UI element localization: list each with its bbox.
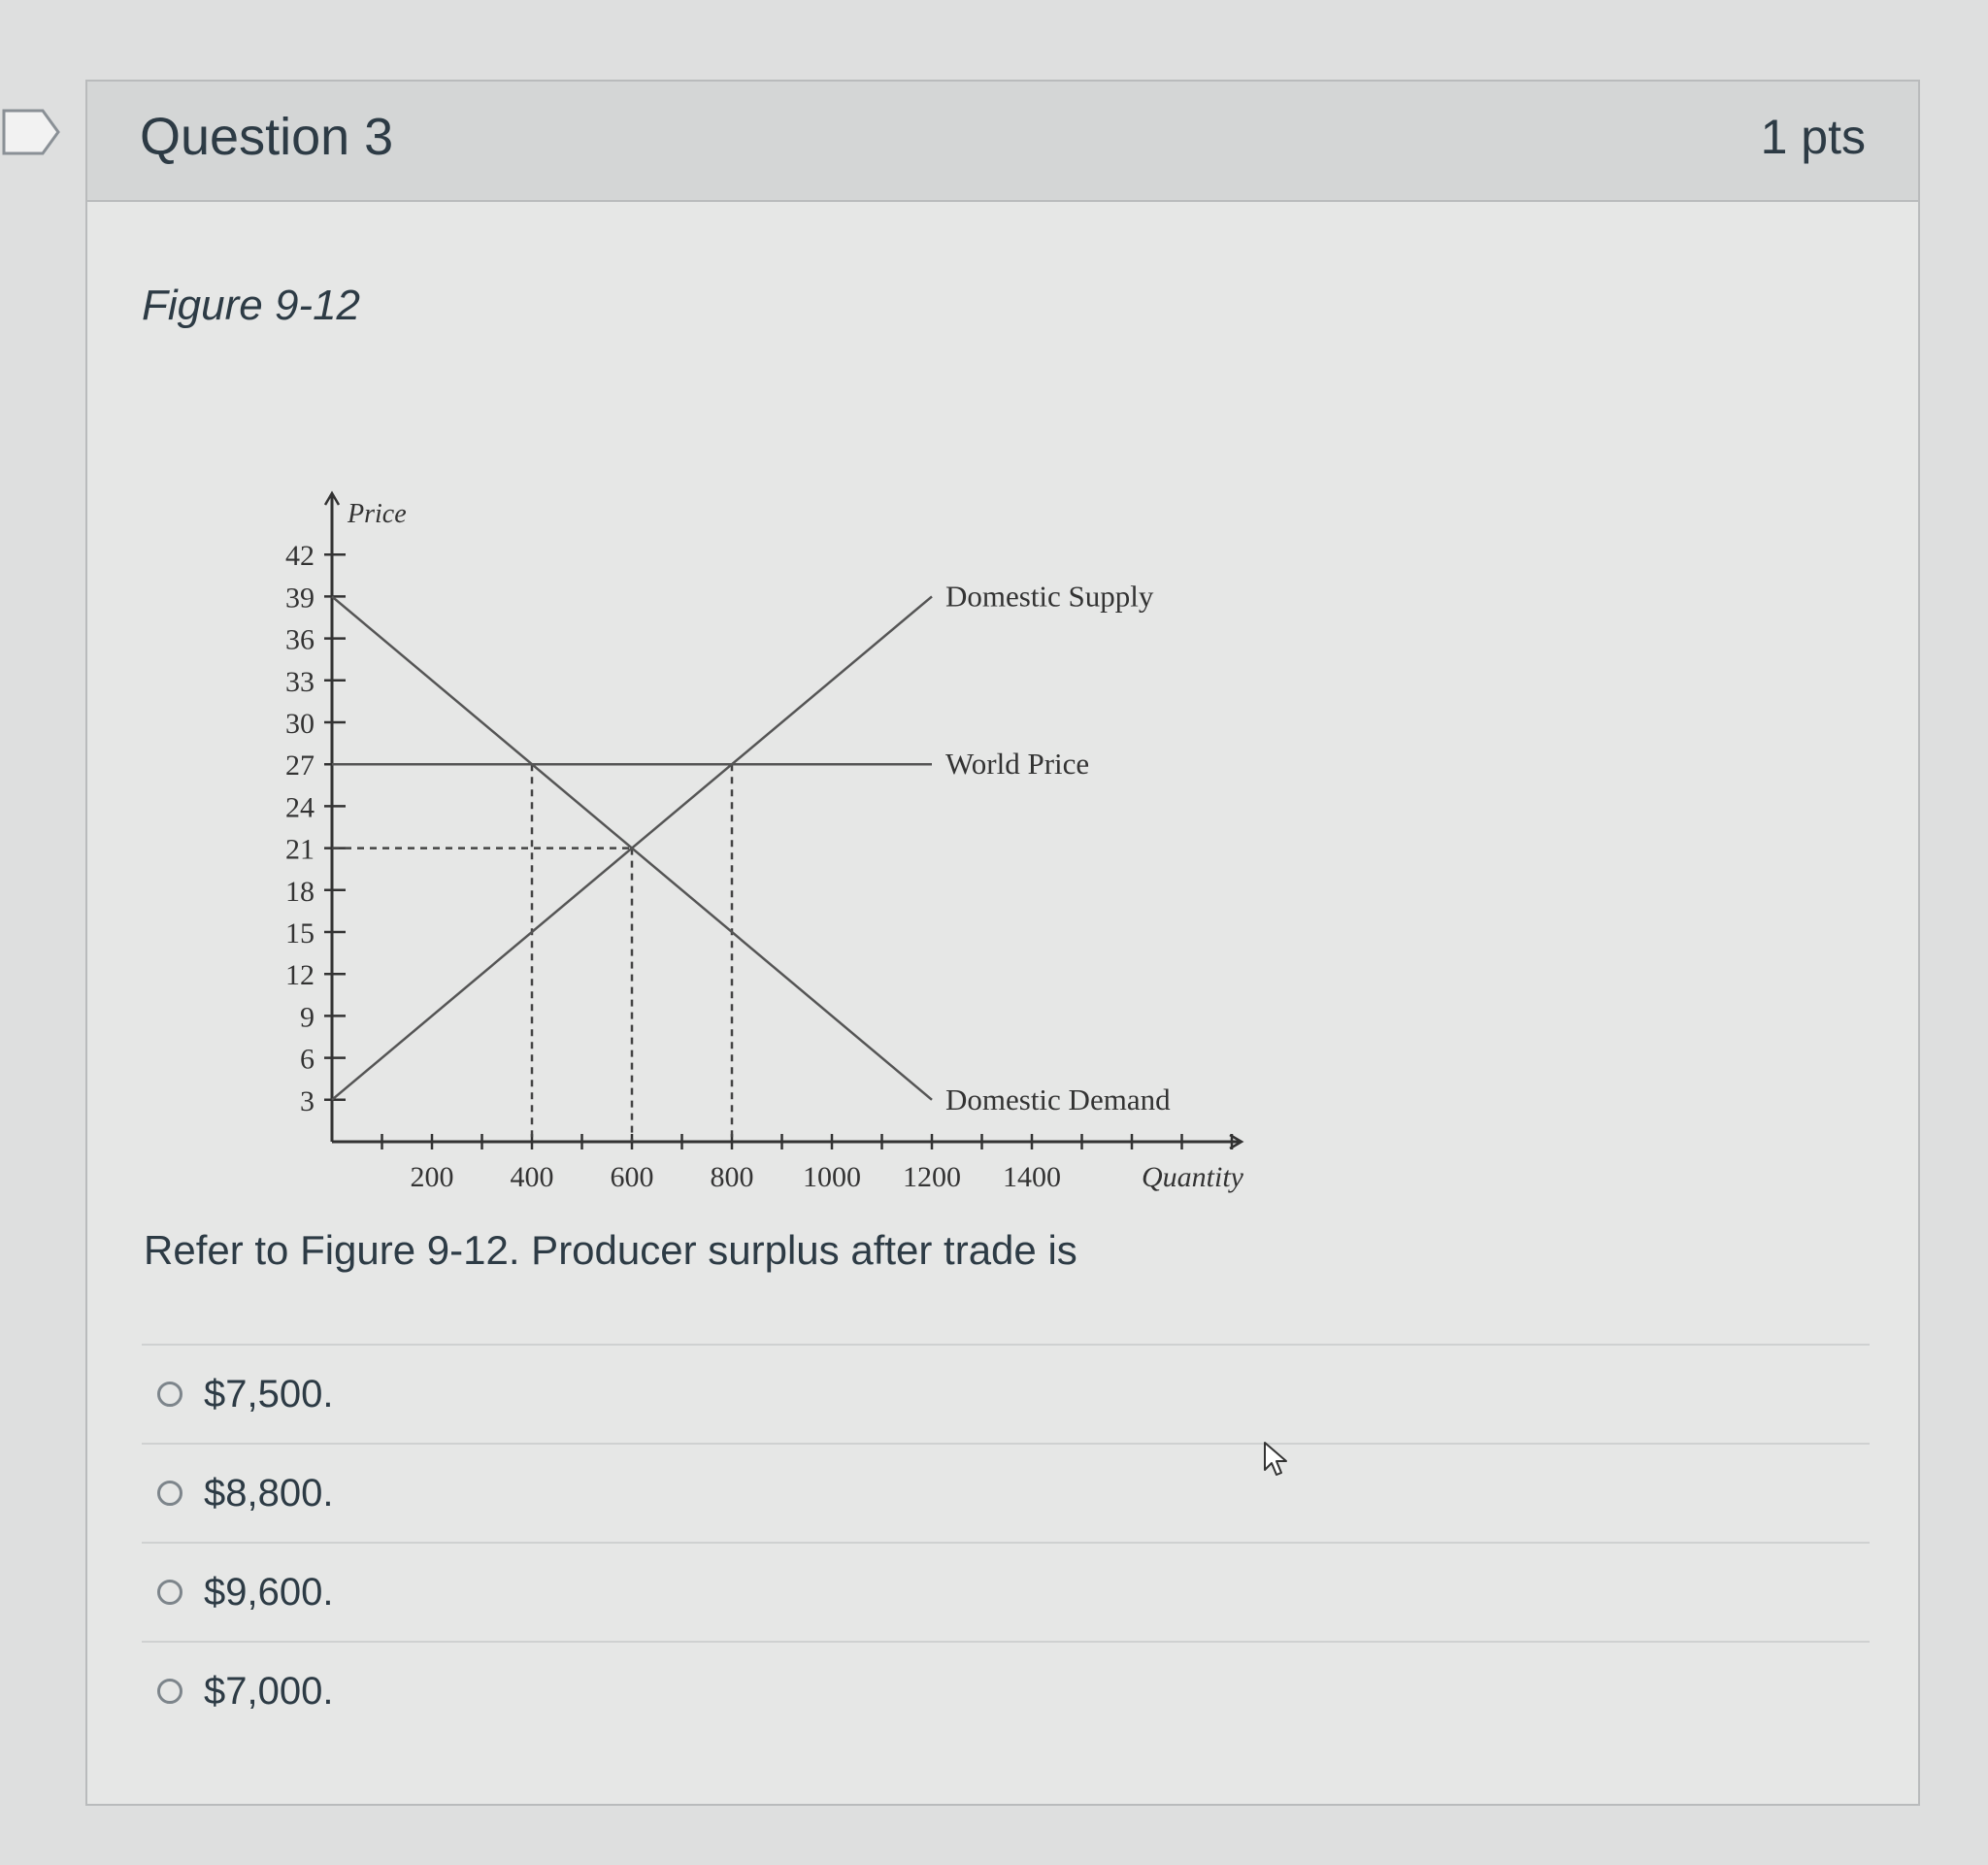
figure-label: Figure 9-12 xyxy=(142,282,361,329)
mouse-pointer-icon xyxy=(1262,1441,1291,1480)
answer-label: $8,800. xyxy=(204,1471,334,1515)
x-tick-label: 200 xyxy=(410,1161,454,1193)
question-header xyxy=(87,82,1918,202)
y-tick-label: 30 xyxy=(285,708,315,740)
y-tick-label: 27 xyxy=(285,749,315,783)
y-tick-label: 6 xyxy=(300,1043,315,1076)
answer-option[interactable] xyxy=(142,1542,1870,1641)
y-tick-label: 21 xyxy=(285,833,315,866)
x-tick-label: 800 xyxy=(710,1161,754,1193)
x-tick-label: 1000 xyxy=(803,1161,861,1193)
flag-icon[interactable] xyxy=(0,107,62,157)
y-tick-label: 33 xyxy=(285,665,315,698)
radio-button[interactable] xyxy=(157,1481,182,1506)
y-tick-label: 18 xyxy=(285,875,315,908)
supply-demand-chart xyxy=(184,402,1310,1256)
question-points: 1 pts xyxy=(1760,110,1866,164)
answer-option[interactable] xyxy=(142,1344,1870,1443)
radio-button[interactable] xyxy=(157,1679,182,1704)
y-tick-label: 12 xyxy=(285,959,315,992)
answer-option[interactable] xyxy=(142,1641,1870,1740)
radio-button[interactable] xyxy=(157,1580,182,1605)
question-title: Question 3 xyxy=(140,108,394,166)
x-tick-label: 400 xyxy=(510,1161,554,1193)
radio-button[interactable] xyxy=(157,1382,182,1407)
answer-label: $7,000. xyxy=(204,1669,334,1713)
y-tick-label: 15 xyxy=(285,917,315,949)
question-card xyxy=(85,80,1920,1806)
x-tick-label: 600 xyxy=(610,1161,654,1193)
domestic-supply-label: Domestic Supply xyxy=(945,579,1154,614)
x-tick-label: 1400 xyxy=(1003,1161,1061,1193)
x-tick-label: 1200 xyxy=(903,1161,961,1193)
answer-label: $7,500. xyxy=(204,1372,334,1415)
answer-label: $9,600. xyxy=(204,1570,334,1614)
y-tick-label: 39 xyxy=(285,582,315,615)
y-axis-title: Price xyxy=(348,499,407,529)
world-price-label: World Price xyxy=(945,747,1090,782)
answer-list xyxy=(142,1344,1870,1740)
x-axis-title: Quantity xyxy=(1142,1161,1243,1193)
y-tick-label: 42 xyxy=(285,540,315,573)
domestic-demand-label: Domestic Demand xyxy=(945,1082,1171,1116)
y-tick-label: 9 xyxy=(300,1001,315,1034)
question-prompt: Refer to Figure 9-12. Producer surplus after trade is xyxy=(144,1227,1077,1273)
y-tick-label: 24 xyxy=(285,791,315,824)
y-tick-label: 3 xyxy=(300,1084,315,1117)
y-tick-label: 36 xyxy=(285,623,315,656)
answer-option[interactable] xyxy=(142,1443,1870,1542)
